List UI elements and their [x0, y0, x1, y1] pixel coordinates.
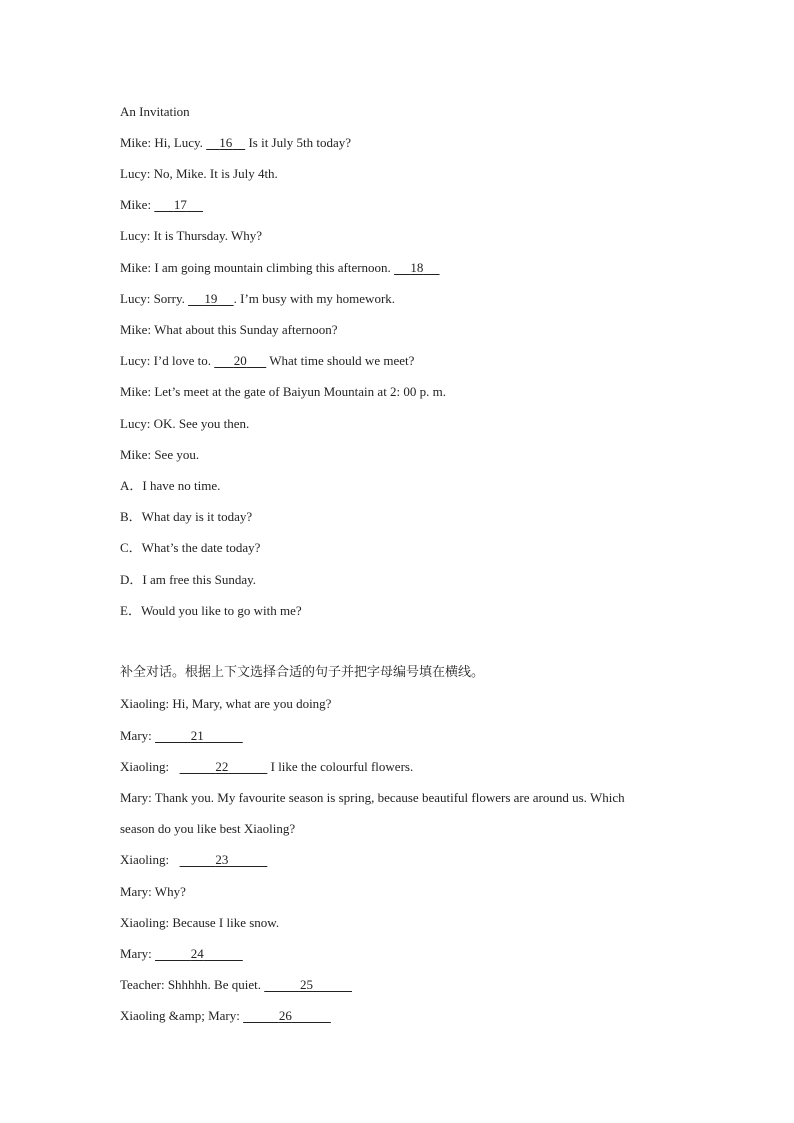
line-text: Thank you. My favourite season is spring, because beautiful flowers are around us. Which [154, 790, 625, 805]
line-text: Why? [154, 884, 186, 899]
section-title: An Invitation [120, 104, 190, 119]
dialogue-line [120, 322, 337, 338]
dialogue-line [120, 260, 440, 276]
option-item [120, 540, 260, 556]
speaker: Lucy: [120, 228, 151, 243]
dialogue-line [120, 353, 414, 369]
line-text: Hi, Lucy. [154, 135, 203, 150]
dialogue-line [120, 384, 446, 400]
dialogue-line [120, 728, 243, 744]
dialogue-line [120, 416, 249, 432]
speaker: Mike: [120, 135, 152, 150]
speaker: Xiaoling &amp; Mary: [120, 1008, 240, 1023]
dialogue-line [120, 821, 295, 837]
option-text: What day is it today? [141, 509, 253, 524]
dialogue-line [120, 852, 267, 868]
answer-blank[interactable]: 20 [233, 353, 247, 368]
option-text: I have no time. [142, 478, 221, 493]
line-text: Is it July 5th today? [248, 135, 351, 150]
dialogue-line [120, 291, 395, 307]
line-text: season do you like best Xiaoling? [120, 821, 296, 836]
line-text: Hi, Mary, what are you doing? [172, 696, 332, 711]
speaker: Xiaoling: [120, 759, 170, 774]
line-text: What about this Sunday afternoon? [154, 322, 338, 337]
dialogue-line [120, 135, 351, 151]
line-text: Sorry. [153, 291, 185, 306]
option-item [120, 478, 220, 494]
dialogue-line [120, 884, 186, 900]
dialogue-line [120, 946, 243, 962]
answer-blank[interactable]: 21 [190, 728, 204, 743]
dialogue-line [120, 166, 278, 182]
line-text: Let’s meet at the gate of Baiyun Mountain at 2: 00 p. m. [154, 384, 447, 399]
line-text: I like the colourful flowers. [270, 759, 414, 774]
option-letter: A． [120, 478, 143, 493]
speaker: Teacher: [120, 977, 165, 992]
speaker: Mike: [120, 197, 152, 212]
dialogue-line [120, 977, 352, 993]
speaker: Mary: [120, 946, 152, 961]
option-item [120, 509, 252, 525]
dialogue-line [120, 447, 199, 463]
line-text: No, Mike. It is July 4th. [153, 166, 278, 181]
line-text: It is Thursday. Why? [153, 228, 263, 243]
answer-blank[interactable]: 17 [173, 197, 187, 212]
dialogue-line [120, 790, 625, 806]
answer-blank[interactable]: 25 [299, 977, 313, 992]
speaker: Lucy: [120, 416, 151, 431]
speaker: Mike: [120, 384, 152, 399]
dialogue-line [120, 915, 279, 931]
option-text: Would you like to go with me? [140, 603, 302, 618]
line-text: What time should we meet? [269, 353, 415, 368]
line-text: Shhhhh. Be quiet. [167, 977, 261, 992]
dialogue-line [120, 197, 203, 213]
speaker: Xiaoling: [120, 852, 170, 867]
speaker: Mike: [120, 260, 152, 275]
answer-blank[interactable]: 24 [190, 946, 204, 961]
line-text: OK. See you then. [153, 416, 250, 431]
option-item [120, 603, 302, 619]
answer-blank[interactable]: 16 [219, 135, 233, 150]
speaker: Lucy: [120, 291, 151, 306]
option-text: I am free this Sunday. [142, 572, 256, 587]
answer-blank[interactable]: 18 [410, 260, 424, 275]
option-text: What’s the date today? [141, 540, 261, 555]
speaker: Xiaoling: [120, 915, 170, 930]
speaker: Xiaoling: [120, 696, 170, 711]
section-instruction: 补全对话。根据上下文选择合适的句子并把字母编号填在横线。 [120, 665, 485, 680]
speaker: Mary: [120, 884, 152, 899]
answer-blank[interactable]: 22 [215, 759, 229, 774]
speaker: Mike: [120, 322, 152, 337]
line-text: . I’m busy with my homework. [233, 291, 396, 306]
answer-blank[interactable]: 26 [278, 1008, 292, 1023]
dialogue-line [120, 228, 262, 244]
option-letter: C． [120, 540, 142, 555]
dialogue-line [120, 696, 331, 712]
option-letter: B． [120, 509, 142, 524]
speaker: Mike: [120, 447, 152, 462]
dialogue-line [120, 759, 413, 775]
dialogue-line [120, 1008, 331, 1024]
speaker: Lucy: [120, 353, 151, 368]
line-text: See you. [154, 447, 200, 462]
line-text: I am going mountain climbing this afternoon. [154, 260, 391, 275]
line-text: Because I like snow. [172, 915, 280, 930]
speaker: Mary: [120, 790, 152, 805]
option-letter: E． [120, 603, 141, 618]
answer-blank[interactable]: 23 [215, 852, 229, 867]
option-item [120, 572, 256, 588]
line-text: I’d love to. [153, 353, 211, 368]
option-letter: D． [120, 572, 143, 587]
speaker: Lucy: [120, 166, 151, 181]
speaker: Mary: [120, 728, 152, 743]
answer-blank[interactable]: 19 [204, 291, 218, 306]
